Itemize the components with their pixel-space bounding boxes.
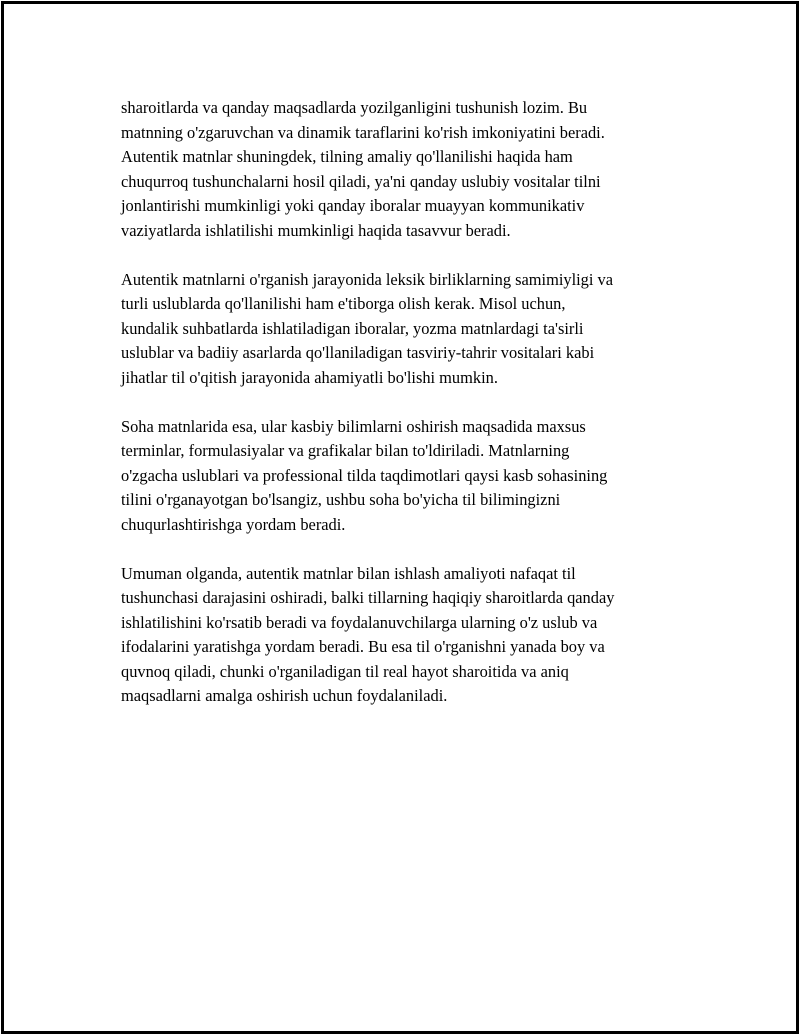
text-line: terminlar, formulasiyalar va grafikalar bilan to'ldiriladi. Matnlarning: [121, 441, 570, 460]
paragraph-2: [121, 268, 691, 391]
text-line: quvnoq qiladi, chunki o'rganiladigan til real hayot sharoitida va aniq: [121, 661, 569, 681]
text-line: chuqurlashtirishga yordam beradi.: [121, 514, 346, 534]
text-line: kundalik suhbatlarda ishlatiladigan iboralar, yozma matnlardagi ta'sirli: [121, 318, 584, 338]
text-line: turli uslublarda qo'llanilishi ham e'tiborga olish kerak. Misol uchun,: [121, 294, 566, 313]
text-line: tilini o'rganayotgan bo'lsangiz, ushbu soha bo'yicha til bilimingizni: [121, 490, 561, 509]
text-line: sharoitlarda va qanday maqsadlarda yozilganligini tushunish lozim. Bu: [121, 98, 588, 117]
text-line: Umuman olganda, autentik matnlar bilan ishlash amaliyoti nafaqat til: [121, 563, 576, 583]
text-line: chuqurroq tushunchalarni hosil qiladi, ya'ni qanday uslubiy vositalar tilni: [121, 171, 601, 191]
paragraph-3: [121, 415, 691, 538]
text-line: uslublar va badiiy asarlarda qo'llaniladigan tasviriy-tahrir vositalari kabi: [121, 343, 595, 362]
text-line: o'zgacha uslublari va professional tilda taqdimotlari qaysi kasb sohasining: [121, 465, 608, 485]
text-line: vaziyatlarda ishlatilishi mumkinligi haqida tasavvur beradi.: [121, 220, 511, 240]
paragraph-4: [121, 562, 691, 709]
text-line: ifodalarini yaratishga yordam beradi. Bu esa til o'rganishni yanada boy va: [121, 637, 605, 656]
text-line: jihatlar til o'qitish jarayonida ahamiyatli bo'lishi mumkin.: [121, 367, 498, 387]
text-line: tushunchasi darajasini oshiradi, balki tillarning haqiqiy sharoitlarda qanday: [121, 588, 615, 607]
text-line: Soha matnlarida esa, ular kasbiy bilimlarni oshirish maqsadida maxsus: [121, 416, 586, 436]
paragraph-1: [121, 96, 691, 243]
text-line: Autentik matnlar shuningdek, tilning amaliy qo'llanilishi haqida ham: [121, 147, 573, 166]
text-line: Autentik matnlarni o'rganish jarayonida leksik birliklarning samimiyligi va: [121, 269, 613, 289]
document-body: [121, 96, 691, 733]
page-border: [1, 1, 799, 1034]
text-line: ishlatilishini ko'rsatib beradi va foydalanuvchilarga ularning o'z uslub va: [121, 612, 598, 632]
text-line: matnning o'zgaruvchan va dinamik taraflarini ko'rish imkoniyatini beradi.: [121, 122, 605, 142]
text-line: jonlantirishi mumkinligi yoki qanday iboralar muayyan kommunikativ: [121, 196, 585, 215]
text-line: maqsadlarni amalga oshirish uchun foydalaniladi.: [121, 686, 448, 705]
